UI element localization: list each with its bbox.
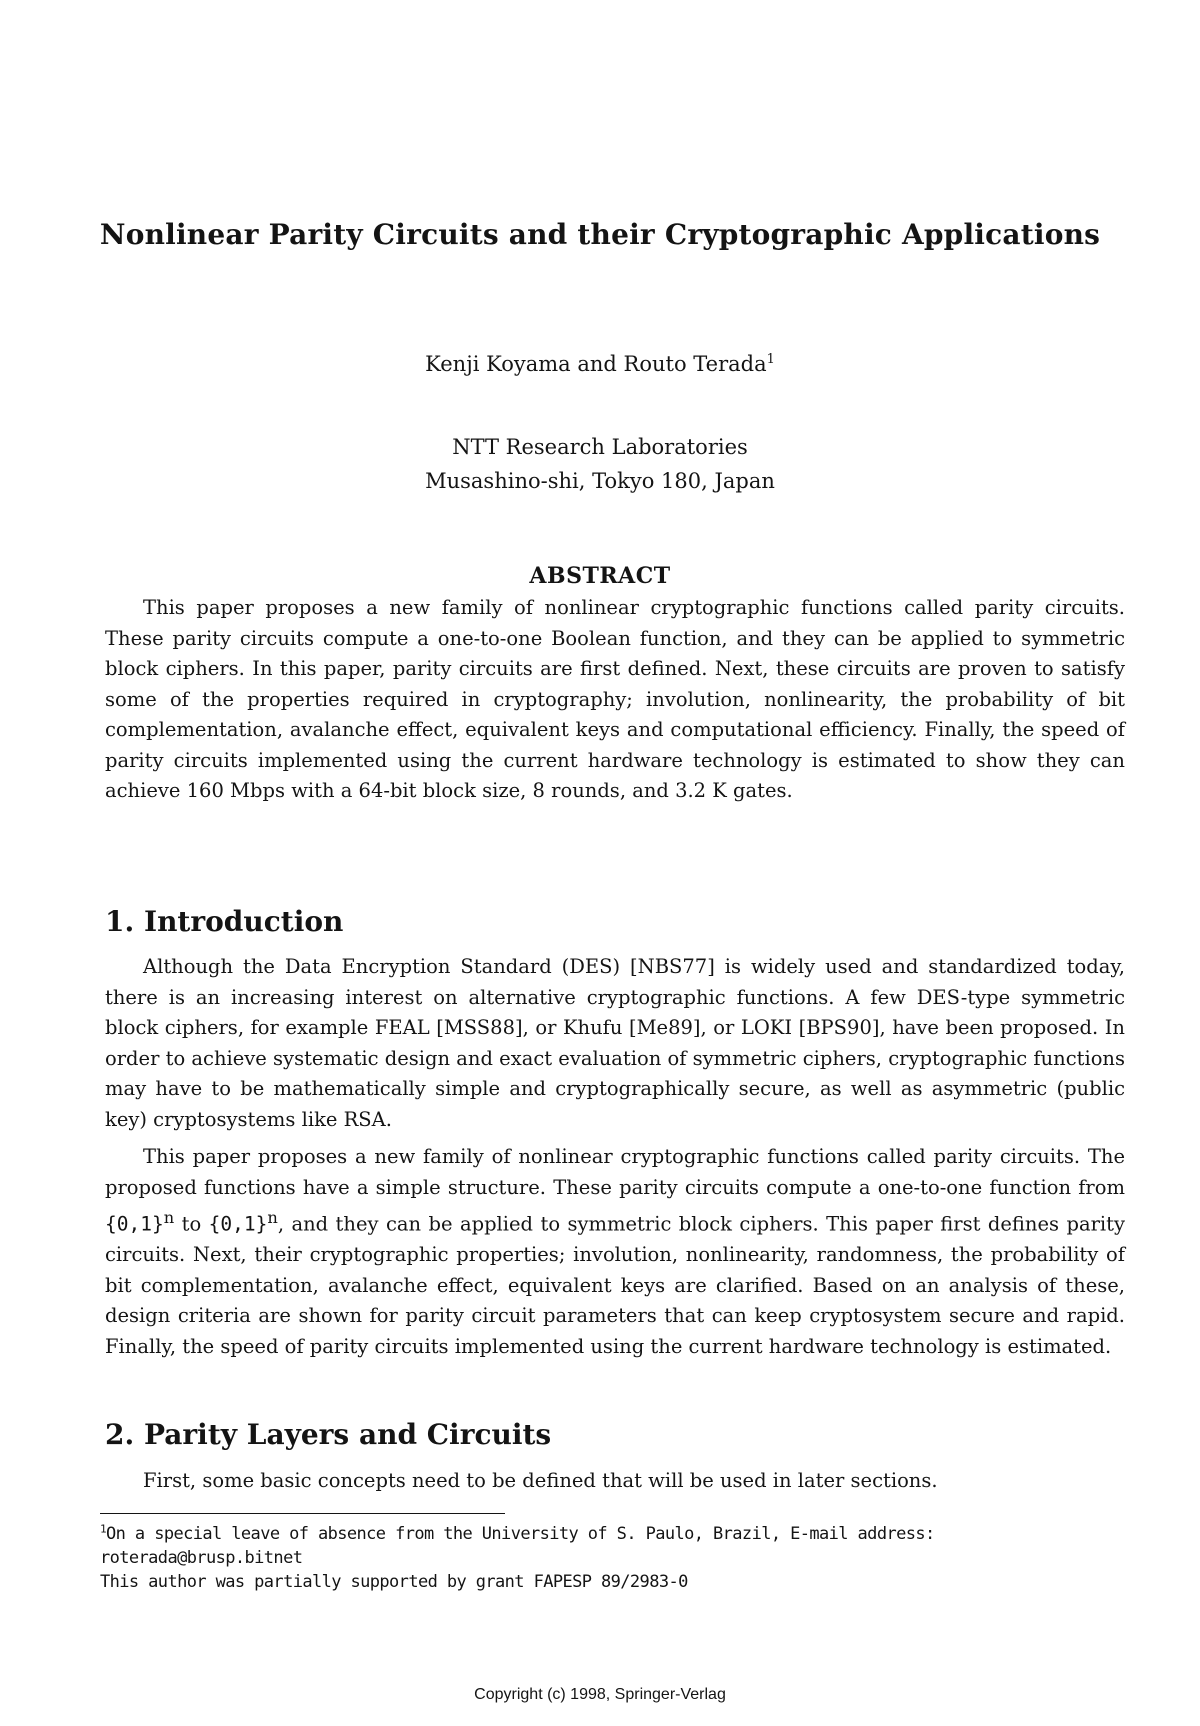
author-footnote-mark: 1 [766,352,775,367]
footnote-mark: 1 [100,1522,107,1536]
intro-paragraph-2-text-a: This paper proposes a new family of nonlinear cryptographic functions called parity circuits. The proposed functions have a simple structure. These parity circuits compute a one-to-one function from [105,1145,1125,1199]
footnote-line-1-text: On a special leave of absence from the University of S. Paulo, Brazil, E-mail address: roterada@brusp.bitnet [100,1524,935,1568]
math-set-binary-1: {0,1} [105,1212,164,1236]
abstract-heading: ABSTRACT [529,563,671,589]
paper-authors [0,352,1200,376]
affiliation-line-2: Musashino-shi, Tokyo 180, Japan [425,469,775,493]
abstract-text: This paper proposes a new family of nonlinear cryptographic functions called parity circuits. These parity circuits compute a one-to-one Boolean function, and they can be applied to symmetric block ciphers. In this paper, parity circuits are first defined. Next, these circuits are proven to satisfy some of the properties required in cryptography; involution, nonlinearity, the probability of bit complementation, avalanche effect, equivalent keys and computational efficiency. Finally, the speed of parity circuits implemented using the current hardware technology is estimated to show they can achieve 160 Mbps with a 64-bit block size, 8 rounds, and 3.2 K gates. [105,596,1125,802]
paper-title: Nonlinear Parity Circuits and their Cryptographic Applications [99,218,1101,251]
abstract-body [105,593,1125,807]
intro-paragraph-2 [105,1142,1125,1362]
section-heading-introduction: 1. Introduction [105,905,344,938]
copyright-notice: Copyright (c) 1998, Springer-Verlag [474,1686,726,1703]
intro-paragraph-1 [105,952,1125,1135]
footnote-line-1 [100,1522,1125,1570]
section-heading-parity-layers: 2. Parity Layers and Circuits [105,1418,552,1451]
footnote-divider [100,1513,505,1514]
author-names: Kenji Koyama and Routo Terada [425,352,767,376]
math-set-binary-2: {0,1} [208,1212,268,1236]
intro-paragraph-2-text-c: , and they can be applied to symmetric block ciphers. This paper first defines parity circuits. Next, their cryptographic properties; involution, nonlinearity, randomness, the probability of bit complementation, avalanche effect, equivalent keys are clarified. Based on an analysis of these, design criteria are shown for parity circuit parameters that can keep cryptosystem secure and rapid. Finally, the speed of parity circuits implemented using the current hardware technology is estimated. [105,1212,1125,1358]
affiliation [0,430,1200,498]
footnote [100,1522,1125,1594]
intro-paragraph-1-text: Although the Data Encryption Standard (DES) [NBS77] is widely used and standardized today, there is an increasing interest on alternative cryptographic functions. A few DES-type symmetric block ciphers, for example FEAL [MSS88], or Khufu [Me89], or LOKI [BPS90], have been proposed. In order to achieve systematic design and exact evaluation of symmetric ciphers, cryptographic functions may have to be mathematically simple and cryptographically secure, as well as asymmetric (public key) cryptosystems like RSA. [105,955,1125,1131]
section-2-paragraph-1 [105,1466,1125,1497]
section-2-paragraph-1-text: First, some basic concepts need to be defined that will be used in later sections. [143,1469,938,1492]
math-exponent-n-1: n [163,1208,175,1227]
footnote-line-2: This author was partially supported by grant FAPESP 89/2983-0 [100,1572,688,1592]
math-exponent-n-2: n [267,1208,278,1227]
affiliation-line-1: NTT Research Laboratories [452,435,748,459]
intro-paragraph-2-text-b: to [174,1212,209,1236]
